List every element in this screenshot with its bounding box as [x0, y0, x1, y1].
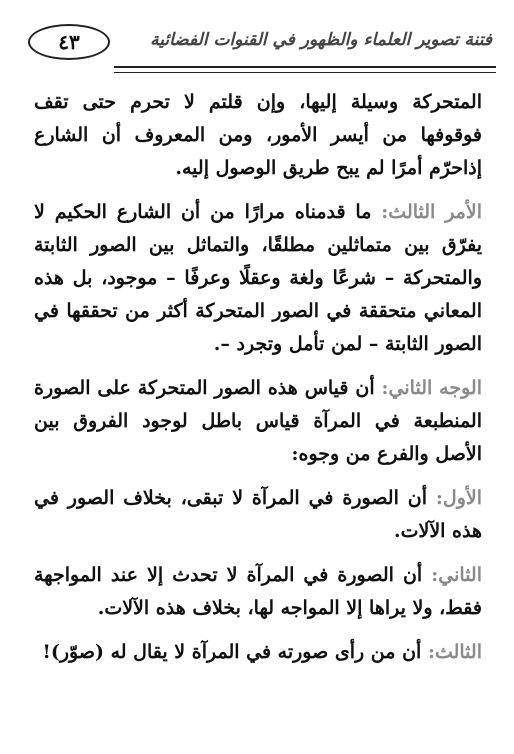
paragraph-text: أن من رأى صورته في المرآة لا يقال له (صوّر)!: [42, 641, 422, 663]
paragraph-text: المتحركة وسيلة إليها، وإن قلتم لا تحرم حتى تقف فوقوفها من أيسر الأمور، ومن المعروف أن الشارع إذاحرّم أمرًا لم يبح طريق الوصول إليه.: [34, 91, 482, 179]
paragraph-text: أن الصورة في المرآة لا تحدث إلا عند المواجهة فقط، ولا يراها إلا المواجه لها، بخلاف هذه الآلات.: [34, 564, 482, 619]
paragraph-continuation: [34, 86, 482, 185]
paragraph-label: الثالث:: [427, 641, 482, 663]
paragraph-second-aspect: [34, 372, 482, 471]
paragraph-third-matter: [34, 196, 482, 361]
paragraph-label: الثاني:: [431, 564, 482, 586]
paragraph-label: الأمر الثالث:: [381, 201, 482, 223]
header-rule: [114, 66, 496, 73]
paragraph-first-difference: [34, 482, 482, 548]
paragraph-label: الوجه الثاني:: [381, 377, 482, 399]
page-body: [34, 86, 482, 680]
paragraph-label: الأول:: [435, 487, 482, 509]
page-number: ٤٣: [28, 24, 110, 60]
paragraph-third-difference: [34, 636, 482, 669]
paragraph-text: أن قياس هذه الصور المتحركة على الصورة المنطبعة في المرآة قياس باطل لوجود الفروق بين الأصل والفرع من وجوه:: [34, 377, 482, 465]
page-header: [14, 18, 496, 72]
running-title: فتنة تصوير العلماء والظهور في القنوات الفضائية: [150, 30, 492, 50]
paragraph-second-difference: [34, 559, 482, 625]
paragraph-text: ما قدمناه مرارًا من أن الشارع الحكيم لا يفرّق بين متماثلين مطلقًا، والتماثل بين الصور الثابتة والمتحركة – شرعًا ولغة وعقلًا وعرفًا – موجود، بل هذه المعاني متحققة في الصور المتحركة أكثر من تحققها في الصور الثابتة – لمن تأمل وتجرد –.: [34, 201, 482, 355]
paragraph-text: أن الصورة في المرآة لا تبقى، بخلاف الصور في هذه الآلات.: [34, 487, 482, 542]
